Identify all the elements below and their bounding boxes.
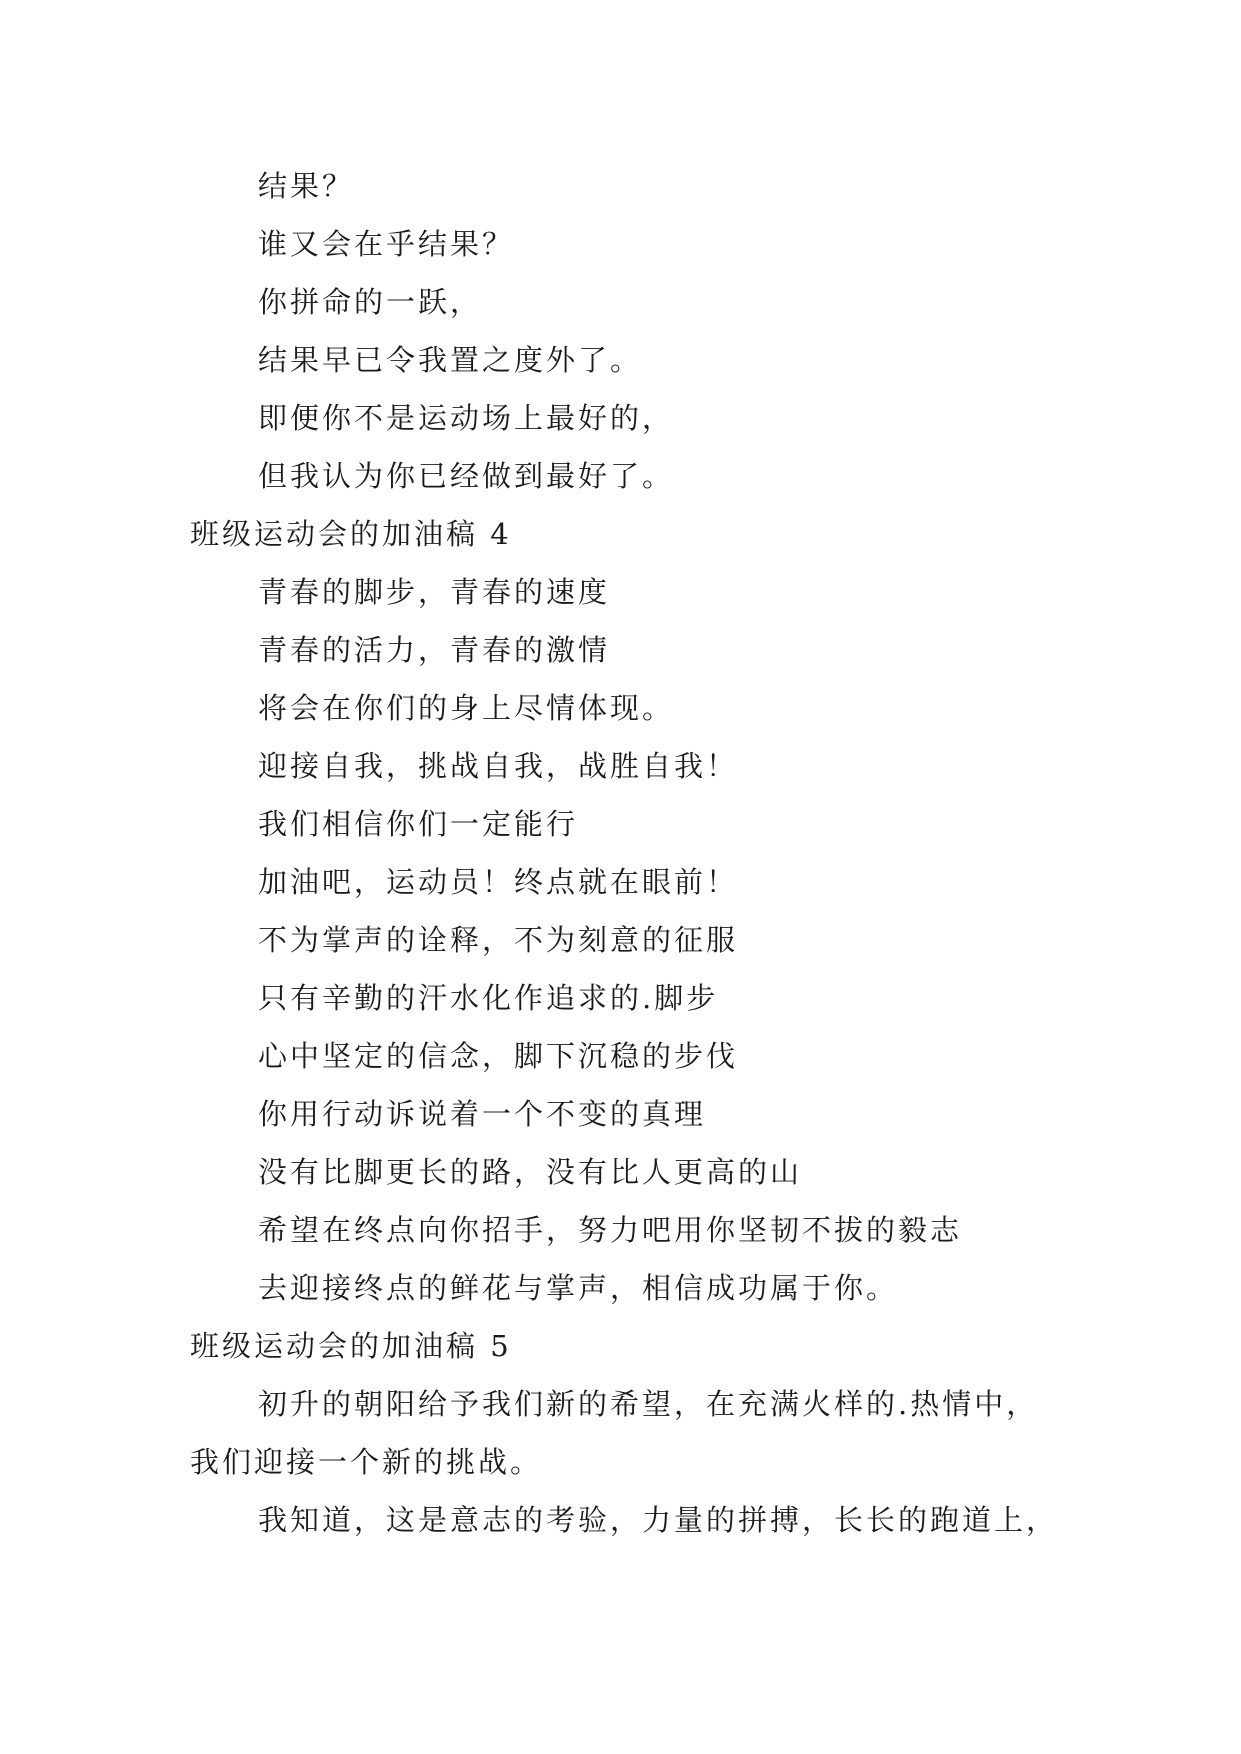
text-line: 迎接自我，挑战自我，战胜自我！ (258, 749, 739, 783)
text-line: 我们相信你们一定能行 (258, 807, 579, 841)
text-line: 加油吧，运动员！终点就在眼前！ (258, 865, 739, 899)
text-line: 你用行动诉说着一个不变的真理 (258, 1097, 707, 1131)
text-line: 青春的活力，青春的激情 (258, 633, 611, 667)
text-line: 心中坚定的信念，脚下沉稳的步伐 (258, 1039, 739, 1073)
text-line: 结果？ (258, 169, 355, 203)
text-line: 将会在你们的身上尽情体现。 (258, 691, 675, 725)
section-heading: 班级运动会的加油稿 5 (190, 1329, 512, 1363)
text-line: 你拼命的一跃， (258, 285, 483, 319)
section-heading: 班级运动会的加油稿 4 (190, 517, 512, 551)
text-line: 我知道，这是意志的考验，力量的拼搏，长长的跑道上， (258, 1503, 1059, 1537)
text-line: 我们迎接一个新的挑战。 (190, 1445, 543, 1479)
text-line: 初升的朝阳给予我们新的希望，在充满火样的.热情中， (258, 1387, 1039, 1421)
text-line: 结果早已令我置之度外了。 (258, 343, 643, 377)
text-line: 青春的脚步，青春的速度 (258, 575, 611, 609)
text-line: 希望在终点向你招手，努力吧用你坚韧不拔的毅志 (258, 1213, 963, 1247)
text-line: 只有辛勤的汗水化作追求的.脚步 (258, 981, 719, 1015)
text-line: 但我认为你已经做到最好了。 (258, 459, 675, 493)
text-line: 即便你不是运动场上最好的， (258, 401, 675, 435)
text-line: 没有比脚更长的路，没有比人更高的山 (258, 1155, 803, 1189)
text-line: 去迎接终点的鲜花与掌声，相信成功属于你。 (258, 1271, 899, 1305)
text-line: 不为掌声的诠释，不为刻意的征服 (258, 923, 739, 957)
text-line: 谁又会在乎结果？ (258, 227, 515, 261)
